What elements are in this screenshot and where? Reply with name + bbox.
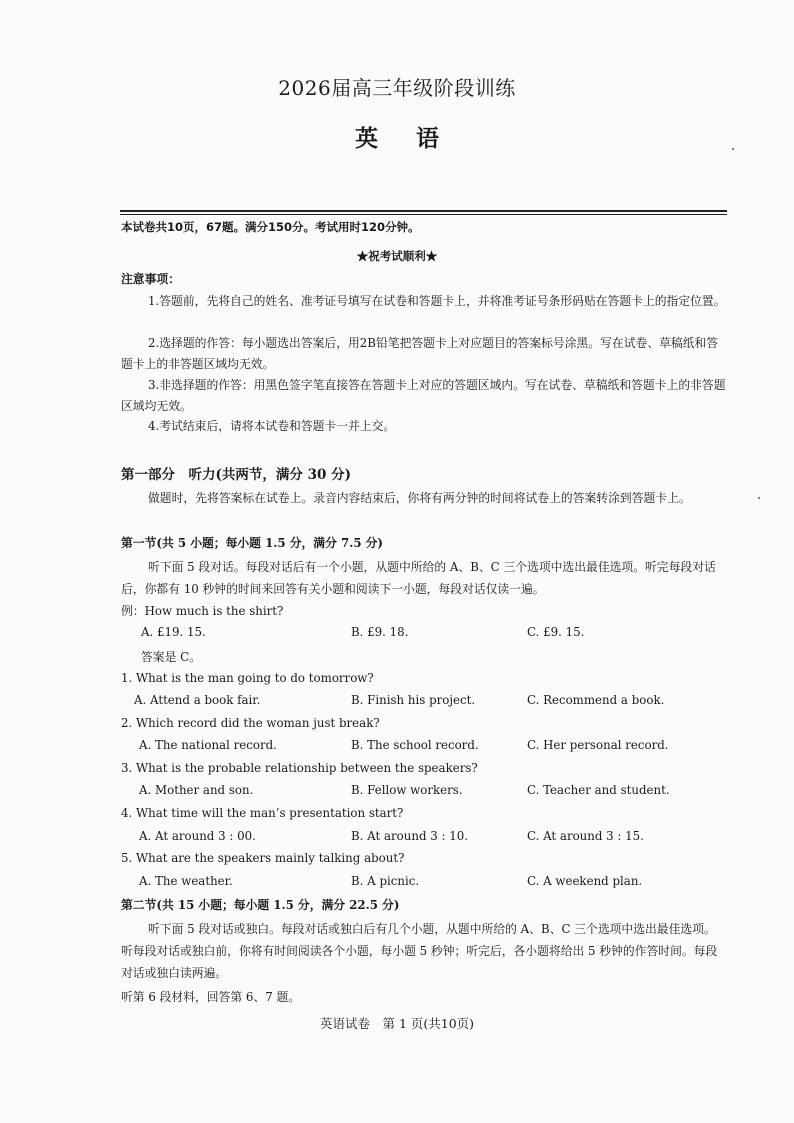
question-4: 4. What time will the man’s presentation start? xyxy=(121,806,404,820)
q3-option-b: B. Fellow workers. xyxy=(351,783,463,797)
q2-option-c: C. Her personal record. xyxy=(527,738,669,752)
exam-title: 2026届高三年级阶段训练 xyxy=(278,76,516,100)
question-2: 2. Which record did the woman just break? xyxy=(121,716,380,730)
q5-option-c: C. A weekend plan. xyxy=(527,874,643,888)
q1-option-c: C. Recommend a book. xyxy=(527,693,665,707)
part1-heading: 第一部分 听力(共两节，满分 30 分) xyxy=(121,467,351,483)
q2-option-a: A. The national record. xyxy=(139,738,277,752)
example-option-c: C. £9. 15. xyxy=(527,625,585,639)
subject-title: 英语 xyxy=(355,125,477,152)
q2-option-b: B. The school record. xyxy=(351,738,479,752)
notice-heading: 注意事项： xyxy=(121,272,180,286)
question-1: 1. What is the man going to do tomorrow? xyxy=(121,671,374,685)
notice-item-1: 1.答题前，先将自己的姓名、准考证号填写在试卷和答题卡上，并将准考证号条形码贴在答题卡上的指定位置。 xyxy=(148,294,726,308)
example-option-b: B. £9. 18. xyxy=(351,625,409,639)
example-answer: 答案是 C。 xyxy=(141,650,201,664)
q3-option-c: C. Teacher and student. xyxy=(527,783,670,797)
page-footer: 英语试卷 第 1 页(共10页) xyxy=(319,1016,475,1031)
scan-speck xyxy=(758,497,760,499)
q1-option-a: A. Attend a book fair. xyxy=(134,693,261,707)
header-rule-thin xyxy=(120,214,727,215)
q4-option-a: A. At around 3 : 00. xyxy=(139,829,256,843)
section1-intro: 听下面 5 段对话。每段对话后有一个小题，从题中所给的 A、B、C 三个选项中选出最佳选项。听完每段对话后，你都有 10 秒钟的时间来回答有关小题和阅读下一小题，每段对话仅读一遍。 xyxy=(121,560,716,596)
q5-option-b: B. A picnic. xyxy=(351,874,420,888)
q5-option-a: A. The weather. xyxy=(139,874,233,888)
example-question: 例：How much is the shirt? xyxy=(121,604,284,618)
scan-speck xyxy=(732,148,734,150)
notice-item-2: 2.选择题的作答：每小题选出答案后，用2B铅笔把答题卡上对应题目的答案标号涂黑。写在试卷、草稿纸和答题卡上的非答题区域均无效。 xyxy=(121,336,719,371)
material-6-instruction: 听第 6 段材料，回答第 6、7 题。 xyxy=(121,990,301,1004)
q1-option-b: B. Finish his project. xyxy=(351,693,476,707)
question-3: 3. What is the probable relationship between the speakers? xyxy=(121,761,478,775)
section2-intro: 听下面 5 段对话或独白。每段对话或独白后有几个小题，从题中所给的 A、B、C 三个选项中选出最佳选项。听每段对话或独白前，你将有时间阅读各个小题，每小题 5 秒钟；听完后，各小题将给出 5 秒钟的作答时间。每段对话或独白读两遍。 xyxy=(121,922,718,980)
exam-info: 本试卷共10页，67题。满分150分。考试用时120分钟。 xyxy=(121,220,420,234)
section2-heading: 第二节(共 15 小题；每小题 1.5 分，满分 22.5 分) xyxy=(121,898,400,912)
good-luck-banner: ★祝考试顺利★ xyxy=(356,249,438,263)
example-option-a: A. £19. 15. xyxy=(141,625,206,639)
header-rule-thick xyxy=(120,210,727,212)
notice-item-3: 3.非选择题的作答：用黑色签字笔直接答在答题卡上对应的答题区域内。写在试卷、草稿纸和答题卡上的非答题区域均无效。 xyxy=(121,378,726,413)
question-5: 5. What are the speakers mainly talking about? xyxy=(121,851,405,865)
notice-item-4: 4.考试结束后，请将本试卷和答题卡一并上交。 xyxy=(148,419,396,433)
q3-option-a: A. Mother and son. xyxy=(139,783,254,797)
part1-intro: 做题时，先将答案标在试卷上。录音内容结束后，你将有两分钟的时间将试卷上的答案转涂到答题卡上。 xyxy=(148,491,691,505)
section1-heading: 第一节(共 5 小题；每小题 1.5 分，满分 7.5 分) xyxy=(121,536,384,550)
q4-option-b: B. At around 3 : 10. xyxy=(351,829,468,843)
q4-option-c: C. At around 3 : 15. xyxy=(527,829,644,843)
